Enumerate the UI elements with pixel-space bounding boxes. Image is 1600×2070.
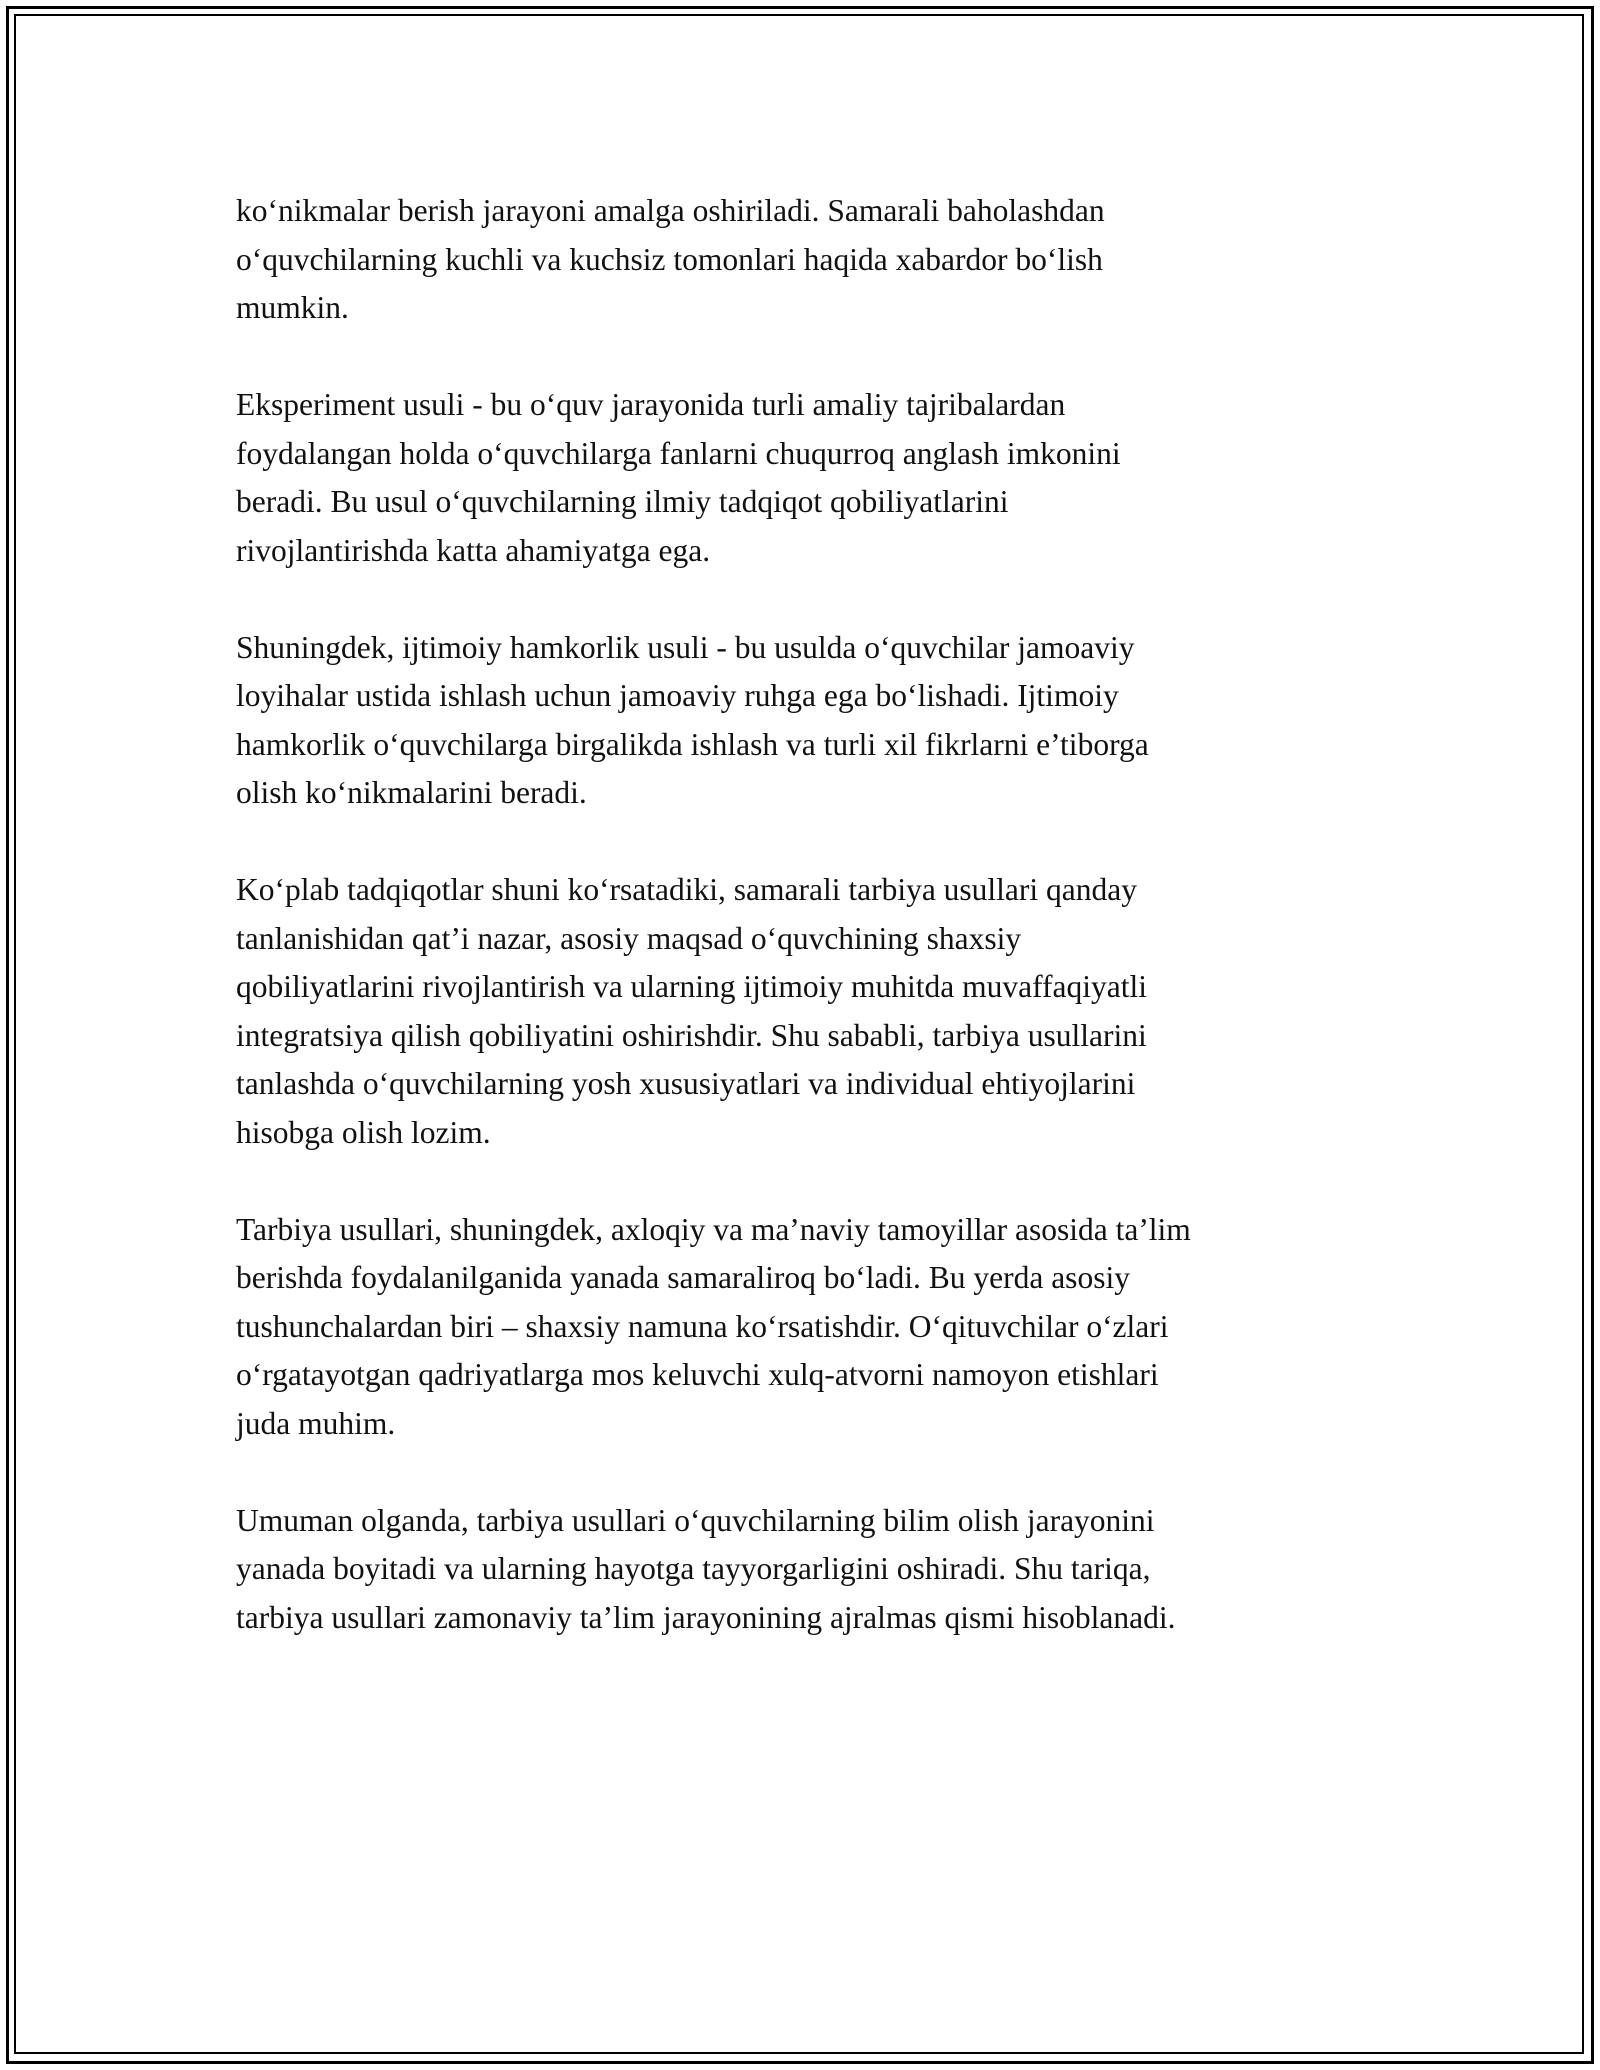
text-line: Ko‘plab tadqiqotlar shuni ko‘rsatadiki, samarali tarbiya usullari qanday [236, 872, 1137, 907]
paragraph-assessment [236, 187, 1376, 333]
text-line: tushunchalardan biri – shaxsiy namuna ko‘rsatishdir. O‘qituvchilar o‘zlari [236, 1308, 1169, 1344]
text-line: hamkorlik o‘quvchilarga birgalikda ishlash va turli xil fikrlarni e’tiborga [236, 726, 1149, 762]
text-line: ko‘nikmalar berish jarayoni amalga oshiriladi. Samarali baholashdan [236, 193, 1105, 228]
text-line: tanlanishidan qat’i nazar, asosiy maqsad o‘quvchining shaxsiy [236, 920, 1022, 956]
paragraph-moral-principles [236, 1206, 1376, 1449]
text-line: loyihalar ustida ishlash uchun jamoaviy ruhga ega bo‘lishadi. Ijtimoiy [236, 678, 1119, 713]
text-line: o‘rgatayotgan qadriyatlarga mos keluvchi xulq-atvorni namoyon etishlari [236, 1357, 1159, 1392]
paragraph-social-cooperation [236, 624, 1376, 818]
text-line: hisobga olish lozim. [236, 1114, 491, 1150]
text-line: tarbiya usullari zamonaviy ta’lim jarayonining ajralmas qismi hisoblanadi. [236, 1599, 1176, 1635]
document-body [236, 187, 1376, 1691]
text-line: Eksperiment usuli - bu o‘quv jarayonida turli amaliy tajribalardan [236, 387, 1066, 422]
text-line: olish ko‘nikmalarini beradi. [236, 775, 587, 810]
paragraph-conclusion [236, 1497, 1376, 1643]
text-line: qobiliyatlarini rivojlantirish va ularning ijtimoiy muhitda muvaffaqiyatli [236, 969, 1148, 1004]
text-line: foydalangan holda o‘quvchilarga fanlarni chuqurroq anglash imkonini [236, 435, 1121, 471]
text-line: beradi. Bu usul o‘quvchilarning ilmiy tadqiqot qobiliyatlarini [236, 484, 1009, 519]
paragraph-experiment-method [236, 381, 1376, 575]
text-line: Umuman olganda, tarbiya usullari o‘quvchilarning bilim olish jarayonini [236, 1502, 1155, 1538]
text-line: yanada boyitadi va ularning hayotga tayyorgarligini oshiradi. Shu tariqa, [236, 1551, 1151, 1586]
text-line: berishda foydalanilganida yanada samaraliroq bo‘ladi. Bu yerda asosiy [236, 1260, 1130, 1295]
paragraph-research-findings [236, 866, 1376, 1157]
text-line: Shuningdek, ijtimoiy hamkorlik usuli - bu usulda o‘quvchilar jamoaviy [236, 629, 1135, 665]
text-line: integratsiya qilish qobiliyatini oshirishdir. Shu sababli, tarbiya usullarini [236, 1017, 1147, 1053]
text-line: rivojlantirishda katta ahamiyatga ega. [236, 532, 711, 568]
text-line: juda muhim. [236, 1405, 396, 1441]
text-line: o‘quvchilarning kuchli va kuchsiz tomonlari haqida xabardor bo‘lish [236, 241, 1103, 277]
text-line: Tarbiya usullari, shuningdek, axloqiy va ma’naviy tamoyillar asosida ta’lim [236, 1211, 1191, 1247]
text-line: mumkin. [236, 290, 349, 325]
text-line: tanlashda o‘quvchilarning yosh xususiyatlari va individual ehtiyojlarini [236, 1066, 1136, 1101]
